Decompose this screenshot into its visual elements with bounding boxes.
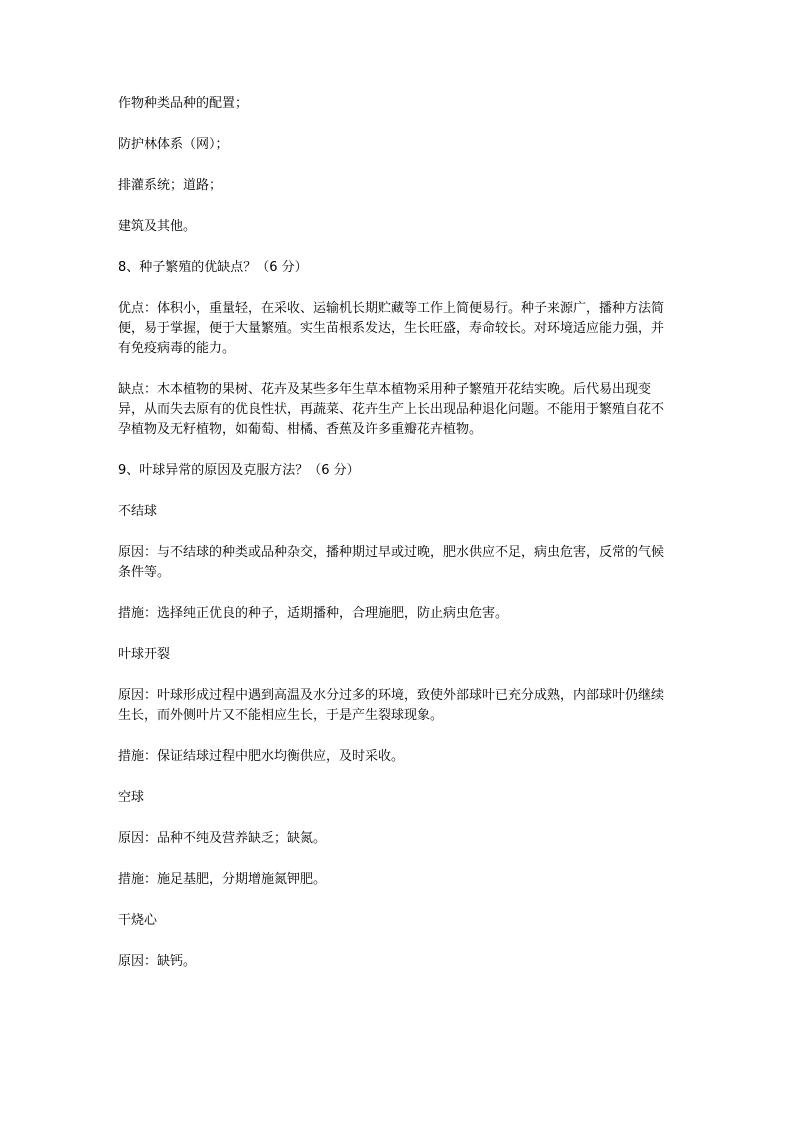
- paragraph-no-heading-measure: 措施：选择纯正优良的种子，适期播种，合理施肥，防止病虫危害。: [118, 606, 509, 621]
- paragraph-empty-head-measure: 措施：施足基肥，分期增施氮钾肥。: [118, 872, 327, 887]
- paragraph-irrigation-roads: 排灌系统；道路；: [118, 178, 223, 193]
- paragraph-empty-head-cause: 原因：品种不纯及营养缺乏；缺氮。: [118, 831, 327, 846]
- document-body: [118, 94, 670, 993]
- question-9-heading: 9、叶球异常的原因及克服方法？（6 分）: [118, 463, 360, 478]
- paragraph-crop-variety-allocation: 作物种类品种的配置；: [118, 96, 249, 111]
- paragraph-shelterbelt-system: 防护林体系（网）；: [118, 137, 229, 152]
- subheading-no-heading: 不结球: [118, 504, 158, 519]
- paragraph-buildings-other: 建筑及其他。: [118, 219, 197, 234]
- paragraph-advantages: 优点：体积小，重量轻，在采收、运输机长期贮藏等工作上简便易行。种子来源广，播种方法简便，易于掌握，便于大量繁殖。实生苗根系发达，生长旺盛，寿命较长。对环境适应能力强，并有免疫病毒的能力。: [118, 301, 665, 356]
- paragraph-head-cracking-cause: 原因：叶球形成过程中遇到高温及水分过多的环境，致使外部球叶已充分成熟，内部球叶仍继续生长，而外侧叶片又不能相应生长，于是产生裂球现象。: [118, 688, 665, 723]
- subheading-head-cracking: 叶球开裂: [118, 647, 171, 662]
- subheading-tipburn: 干烧心: [118, 913, 158, 928]
- paragraph-tipburn-cause: 原因：缺钙。: [118, 954, 197, 969]
- paragraph-no-heading-cause: 原因：与不结球的种类或品种杂交，播种期过早或过晚，肥水供应不足，病虫危害，反常的气候条件等。: [118, 545, 665, 580]
- question-8-heading: 8、种子繁殖的优缺点？（6 分）: [118, 260, 308, 275]
- paragraph-disadvantages: 缺点：木本植物的果树、花卉及某些多年生草本植物采用种子繁殖开花结实晚。后代易出现变异，从而失去原有的优良性状，再蔬菜、花卉生产上长出现品种退化问题。不能用于繁殖自花不孕植物及无籽植物，如葡萄、柑橘、香蕉及许多重瓣花卉植物。: [118, 382, 665, 437]
- paragraph-head-cracking-measure: 措施：保证结球过程中肥水均衡供应，及时采收。: [118, 749, 405, 764]
- subheading-empty-head: 空球: [118, 790, 145, 805]
